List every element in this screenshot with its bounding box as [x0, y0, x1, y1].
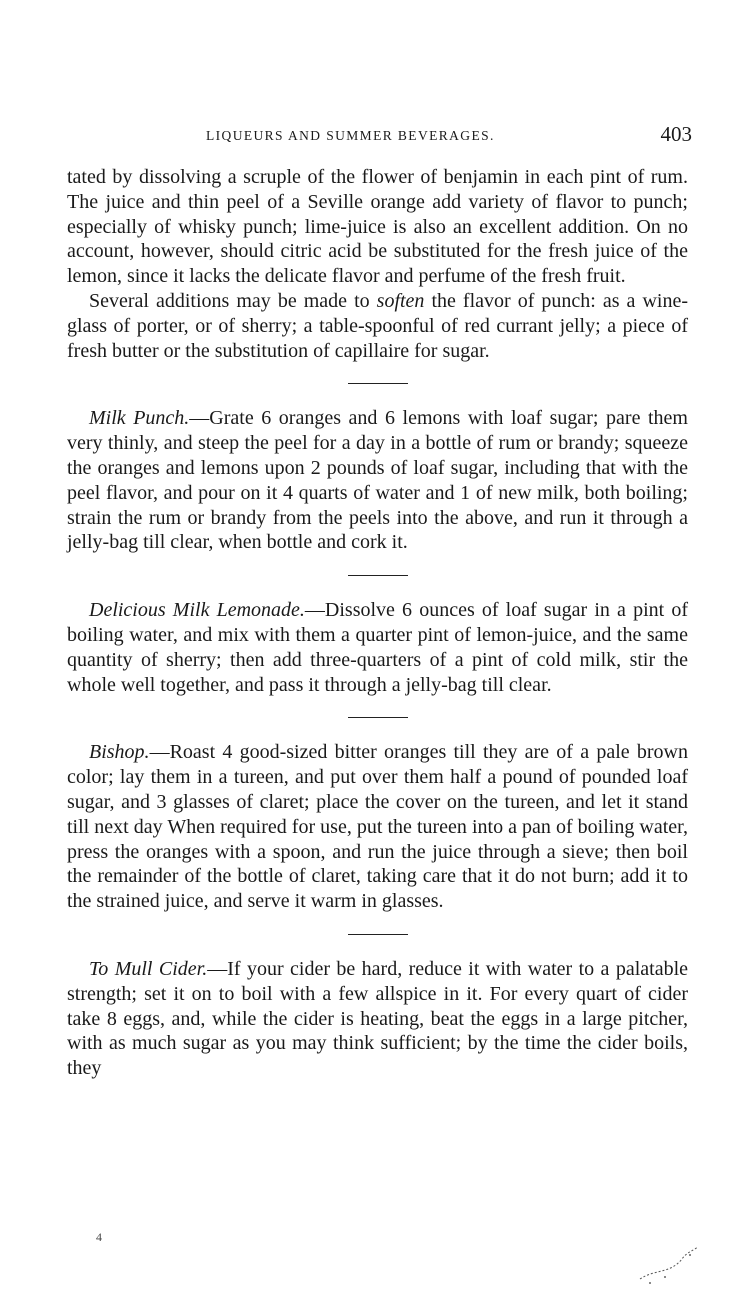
emphasis-soften: soften	[376, 289, 425, 312]
running-head	[66, 122, 692, 152]
recipe-text: —Grate 6 oranges and 6 lemons with loaf sugar; pare them very thinly, and steep the peel for a day in a bottle of rum or brandy; squeeze the oranges and lemons upon 2 pounds of loaf sugar, including that with the peel flavor, and pour on it 4 quarts of water and 1 of new milk, both boiling; strain the rum or brandy from the peels into the above, and run it through a jelly-bag till clear, when bottle and cork it.	[67, 407, 688, 554]
signature-mark: 4	[96, 1230, 102, 1244]
recipe-text: —If your cider be hard, reduce it with water to a palatable strength; set it on to boil with a few allspice in it. For every quart of cider take 8 eggs, and, while the cider is heating, beat the eggs in a large pitcher, with as much sugar as you may think sufficient; by the time the cider boils, they	[67, 957, 688, 1080]
section-divider	[348, 717, 408, 718]
recipe-title: Delicious Milk Lemonade.	[89, 599, 305, 622]
section-divider	[348, 934, 408, 935]
recipe-milk-lemonade	[67, 598, 688, 697]
recipe-title: Bishop.	[89, 741, 150, 764]
paragraph-text: Several additions may be made to	[89, 289, 377, 312]
scan-speckle-icon	[620, 1239, 710, 1289]
running-title: LIQUEURS AND SUMMER BEVERAGES.	[206, 128, 495, 143]
page-number: 403	[660, 122, 692, 146]
recipe-title: Milk Punch.	[89, 407, 190, 430]
recipe-text: —Roast 4 good-sized bitter oranges till they are of a pale brown color; lay them in a tureen, and put over them half a pound of pounded loaf sugar, and 3 glasses of claret; place the cover on the tureen, and let it stand till next day When required for use, put the tureen into a pan of boiling water, press the oranges with a spoon, and run the juice through a sieve; then boil the remainder of the bottle of claret, taking care that it do not burn; add it to the strained juice, and serve it warm in glasses.	[67, 741, 688, 913]
recipe-title: To Mull Cider.	[89, 957, 208, 980]
paragraph-continued: tated by dissolving a scruple of the flower of benjamin in each pint of rum. The juice and thin peel of a Seville orange add variety of flavor to punch; especially of whisky punch; lime-juice is also an excellent addition. On no account, however, should citric acid be substituted for the fresh juice of the lemon, since it lacks the delicate flavor and perfume of the fresh fruit.	[67, 166, 688, 288]
recipe-mull-cider	[67, 957, 688, 1081]
recipe-bishop	[67, 740, 688, 914]
recipe-milk-punch	[67, 406, 688, 555]
paragraph-text: the flavor of punch: as a wine-glass of porter, or of sherry; a table-spoonful of red currant jelly; a piece of fresh butter or the substitution of capillaire for sugar.	[67, 289, 688, 362]
section-divider	[348, 575, 408, 576]
body-text	[67, 165, 688, 1081]
recipe-text: —Dissolve 6 ounces of loaf sugar in a pint of boiling water, and mix with them a quarter pint of lemon-juice, and the same quantity of sherry; then add three-quarters of a pint of cold milk, stir the whole well together, and pass it through a jelly-bag till clear.	[67, 599, 688, 696]
paragraph-punch-additions	[67, 289, 688, 363]
section-divider	[348, 383, 408, 384]
